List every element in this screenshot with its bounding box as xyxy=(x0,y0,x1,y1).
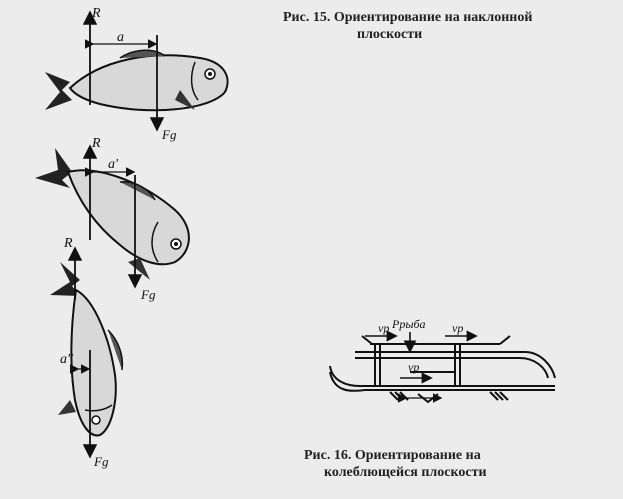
figure-15-caption-line-2: плоскости xyxy=(357,27,423,42)
figure-15-caption-line-1: Рис. 15. Ориентирование на наклонной xyxy=(283,10,533,25)
fish-vertical xyxy=(50,262,122,435)
label-a-double-prime: a'' xyxy=(60,352,73,367)
fish-horizontal xyxy=(45,50,228,110)
figure-16-caption-line-1: Рис. 16. Ориентирование на xyxy=(304,448,481,463)
label-r-1: R xyxy=(92,6,101,21)
label-p-ryba: Pрыба xyxy=(392,317,426,331)
figure-16-caption-line-2: колеблющейся плоскости xyxy=(324,465,487,480)
label-vp-right: vp xyxy=(452,321,464,335)
label-fg-2: Fg xyxy=(141,287,156,302)
oscillating-plane-diagram xyxy=(330,336,555,402)
label-fg-3: Fg xyxy=(94,454,109,469)
label-a-prime: a' xyxy=(108,157,118,172)
label-r-2: R xyxy=(92,136,101,151)
label-a: a xyxy=(117,30,124,45)
label-fg-1: Fg xyxy=(162,127,177,142)
label-vp-bottom: vp xyxy=(408,360,420,374)
label-vp-left: vp xyxy=(378,321,390,335)
label-r-3: R xyxy=(64,236,73,251)
